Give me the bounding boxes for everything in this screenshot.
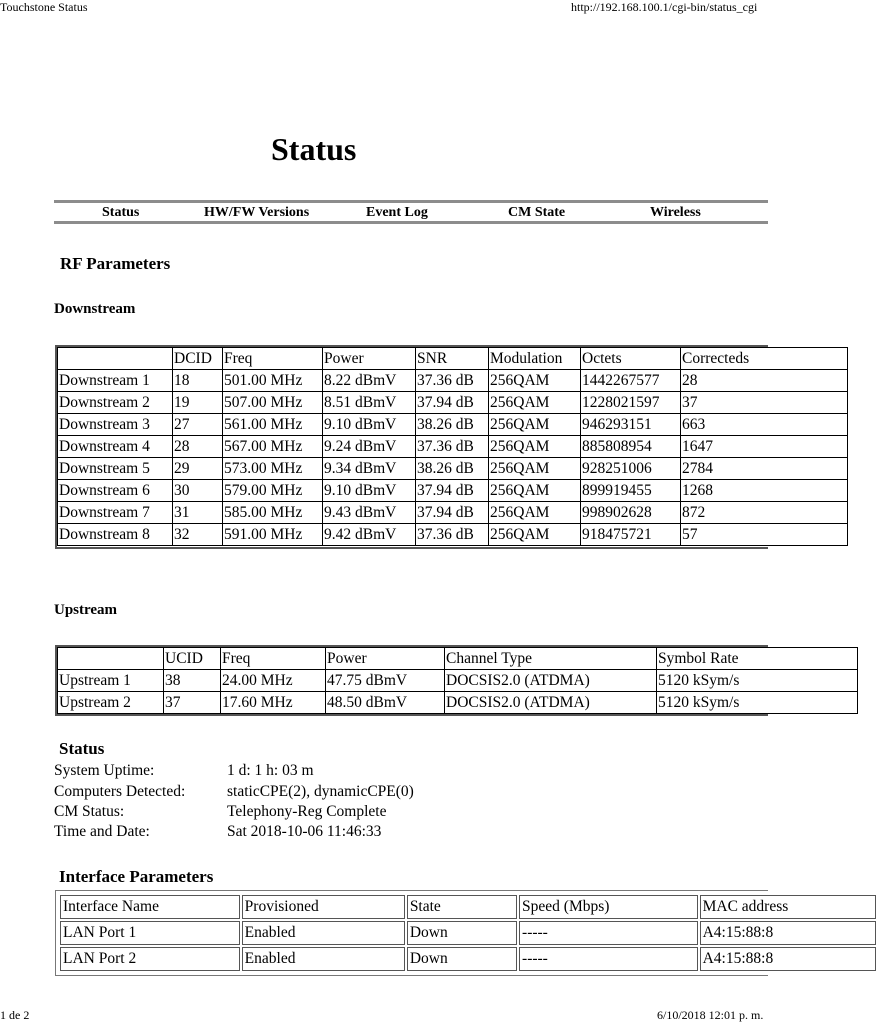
table-cell: 38.26 dB — [416, 458, 489, 480]
table-cell: Enabled — [242, 947, 405, 971]
table-cell: 885808954 — [581, 436, 681, 458]
page-title: Status — [271, 131, 357, 167]
table-cell: 998902628 — [581, 502, 681, 524]
table-cell: 32 — [173, 524, 223, 546]
downstream-row — [58, 370, 848, 392]
table-cell: 30 — [173, 480, 223, 502]
table-cell: 37 — [681, 392, 848, 414]
nav-link-cm-state[interactable]: CM State — [508, 205, 566, 220]
table-cell: 18 — [173, 370, 223, 392]
table-cell: ----- — [519, 921, 698, 945]
table-cell: Downstream 1 — [58, 370, 173, 392]
table-cell: 872 — [681, 502, 848, 524]
table-header-cell: Freq — [221, 648, 326, 670]
table-header-row — [60, 895, 876, 919]
table-cell: 37.94 dB — [416, 392, 489, 414]
table-cell: 256QAM — [489, 458, 581, 480]
table-cell: 1442267577 — [581, 370, 681, 392]
downstream-table-frame — [55, 345, 768, 549]
table-header-cell — [58, 348, 173, 370]
table-cell: Downstream 8 — [58, 524, 173, 546]
table-cell: 9.42 dBmV — [323, 524, 416, 546]
table-header-cell: Speed (Mbps) — [519, 895, 698, 919]
downstream-row — [58, 524, 848, 546]
status-label: System Uptime: — [54, 762, 155, 779]
table-cell: 1228021597 — [581, 392, 681, 414]
table-cell: 585.00 MHz — [223, 502, 323, 524]
table-cell: 29 — [173, 458, 223, 480]
status-row-computers — [54, 783, 414, 801]
table-cell: 501.00 MHz — [223, 370, 323, 392]
table-cell: 37.94 dB — [416, 502, 489, 524]
table-header-row — [58, 348, 848, 370]
table-cell: 37 — [164, 692, 221, 714]
nav-link-event-log[interactable]: Event Log — [366, 205, 428, 220]
table-cell: 37.36 dB — [416, 524, 489, 546]
print-header-url: http://192.168.100.1/cgi-bin/status_cgi — [571, 0, 758, 14]
table-cell: Downstream 6 — [58, 480, 173, 502]
table-cell: 591.00 MHz — [223, 524, 323, 546]
table-cell: 256QAM — [489, 480, 581, 502]
table-header-cell: Power — [323, 348, 416, 370]
table-cell: 9.10 dBmV — [323, 480, 416, 502]
table-cell: Downstream 4 — [58, 436, 173, 458]
upstream-table-frame — [55, 645, 768, 716]
table-cell: 256QAM — [489, 370, 581, 392]
table-header-cell: Modulation — [489, 348, 581, 370]
table-header-cell: MAC address — [700, 895, 876, 919]
table-cell: 928251006 — [581, 458, 681, 480]
status-row-time-date — [54, 823, 382, 841]
table-cell: 9.43 dBmV — [323, 502, 416, 524]
table-cell: A4:15:88:8 — [700, 947, 876, 971]
table-cell: Upstream 2 — [58, 692, 164, 714]
table-cell: 48.50 dBmV — [326, 692, 445, 714]
downstream-row — [58, 414, 848, 436]
table-header-cell: Octets — [581, 348, 681, 370]
table-cell: 2784 — [681, 458, 848, 480]
status-value: 1 d: 1 h: 03 m — [227, 762, 314, 779]
table-header-cell: SNR — [416, 348, 489, 370]
table-cell: Down — [407, 921, 517, 945]
table-cell: 5120 kSym/s — [657, 670, 858, 692]
table-cell: 28 — [681, 370, 848, 392]
status-label: Time and Date: — [54, 823, 150, 840]
table-cell: 19 — [173, 392, 223, 414]
table-cell: 567.00 MHz — [223, 436, 323, 458]
table-cell: LAN Port 1 — [60, 921, 240, 945]
table-cell: 37.36 dB — [416, 436, 489, 458]
table-cell: 256QAM — [489, 502, 581, 524]
table-cell: 5120 kSym/s — [657, 692, 858, 714]
table-cell: 9.24 dBmV — [323, 436, 416, 458]
table-cell: 8.22 dBmV — [323, 370, 416, 392]
table-cell: DOCSIS2.0 (ATDMA) — [445, 692, 657, 714]
status-label: CM Status: — [54, 803, 125, 820]
print-footer-page: 1 de 2 — [0, 1008, 30, 1022]
table-cell: 256QAM — [489, 436, 581, 458]
interface-row — [60, 921, 876, 945]
upstream-heading: Upstream — [54, 602, 118, 618]
status-row-uptime — [54, 762, 314, 780]
table-cell: A4:15:88:8 — [700, 921, 876, 945]
print-footer-datetime: 6/10/2018 12:01 p. m. — [657, 1008, 764, 1022]
table-cell: 561.00 MHz — [223, 414, 323, 436]
table-cell: 663 — [681, 414, 848, 436]
table-header-cell: Provisioned — [242, 895, 405, 919]
table-cell: ----- — [519, 947, 698, 971]
downstream-row — [58, 480, 848, 502]
table-cell: 507.00 MHz — [223, 392, 323, 414]
table-cell: 17.60 MHz — [221, 692, 326, 714]
table-cell: 9.10 dBmV — [323, 414, 416, 436]
table-cell: Downstream 2 — [58, 392, 173, 414]
status-label: Computers Detected: — [54, 783, 186, 800]
table-header-cell: Correcteds — [681, 348, 848, 370]
table-cell: 47.75 dBmV — [326, 670, 445, 692]
table-cell: 8.51 dBmV — [323, 392, 416, 414]
table-header-row — [58, 648, 858, 670]
table-header-cell: Channel Type — [445, 648, 657, 670]
table-cell: 573.00 MHz — [223, 458, 323, 480]
table-cell: 256QAM — [489, 414, 581, 436]
status-value: staticCPE(2), dynamicCPE(0) — [227, 783, 414, 800]
status-row-cm-status — [54, 803, 387, 821]
table-cell: 1647 — [681, 436, 848, 458]
rf-parameters-heading: RF Parameters — [60, 254, 171, 273]
upstream-row — [58, 692, 858, 714]
nav-link-status[interactable]: Status — [102, 205, 140, 220]
table-cell: 1268 — [681, 480, 848, 502]
table-cell: 579.00 MHz — [223, 480, 323, 502]
upstream-row — [58, 670, 858, 692]
nav-link-wireless[interactable]: Wireless — [650, 205, 701, 220]
table-header-cell: Power — [326, 648, 445, 670]
interface-table-frame — [55, 890, 789, 976]
nav-bar — [54, 200, 768, 224]
table-cell: 57 — [681, 524, 848, 546]
table-header-cell — [58, 648, 164, 670]
table-cell: 31 — [173, 502, 223, 524]
table-cell: 28 — [173, 436, 223, 458]
table-cell: DOCSIS2.0 (ATDMA) — [445, 670, 657, 692]
table-cell: Downstream 5 — [58, 458, 173, 480]
table-cell: 256QAM — [489, 392, 581, 414]
table-cell: LAN Port 2 — [60, 947, 240, 971]
table-cell: Downstream 3 — [58, 414, 173, 436]
status-value: Sat 2018-10-06 11:46:33 — [227, 823, 382, 840]
table-cell: 256QAM — [489, 524, 581, 546]
table-cell: 27 — [173, 414, 223, 436]
table-cell: Downstream 7 — [58, 502, 173, 524]
table-cell: 38.26 dB — [416, 414, 489, 436]
downstream-row — [58, 502, 848, 524]
table-header-cell: State — [407, 895, 517, 919]
downstream-table — [57, 347, 848, 546]
table-cell: 37.36 dB — [416, 370, 489, 392]
print-header-title: Touchstone Status — [0, 0, 88, 14]
table-header-cell: DCID — [173, 348, 223, 370]
table-cell: Enabled — [242, 921, 405, 945]
table-header-cell: Symbol Rate — [657, 648, 858, 670]
downstream-row — [58, 392, 848, 414]
status-heading: Status — [59, 739, 105, 758]
table-header-cell: UCID — [164, 648, 221, 670]
downstream-heading: Downstream — [54, 301, 136, 317]
table-cell: Down — [407, 947, 517, 971]
table-cell: 946293151 — [581, 414, 681, 436]
table-cell: 899919455 — [581, 480, 681, 502]
upstream-table — [57, 647, 858, 714]
interface-table — [58, 893, 878, 973]
interface-parameters-heading: Interface Parameters — [59, 867, 214, 886]
downstream-row — [58, 458, 848, 480]
downstream-row — [58, 436, 848, 458]
table-header-cell: Freq — [223, 348, 323, 370]
table-cell: 37.94 dB — [416, 480, 489, 502]
table-cell: 918475721 — [581, 524, 681, 546]
table-cell: 24.00 MHz — [221, 670, 326, 692]
nav-link-hw-fw-versions[interactable]: HW/FW Versions — [204, 205, 310, 220]
table-header-cell: Interface Name — [60, 895, 240, 919]
table-cell: 9.34 dBmV — [323, 458, 416, 480]
interface-row — [60, 947, 876, 971]
table-cell: Upstream 1 — [58, 670, 164, 692]
table-cell: 38 — [164, 670, 221, 692]
status-value: Telephony-Reg Complete — [227, 803, 387, 820]
